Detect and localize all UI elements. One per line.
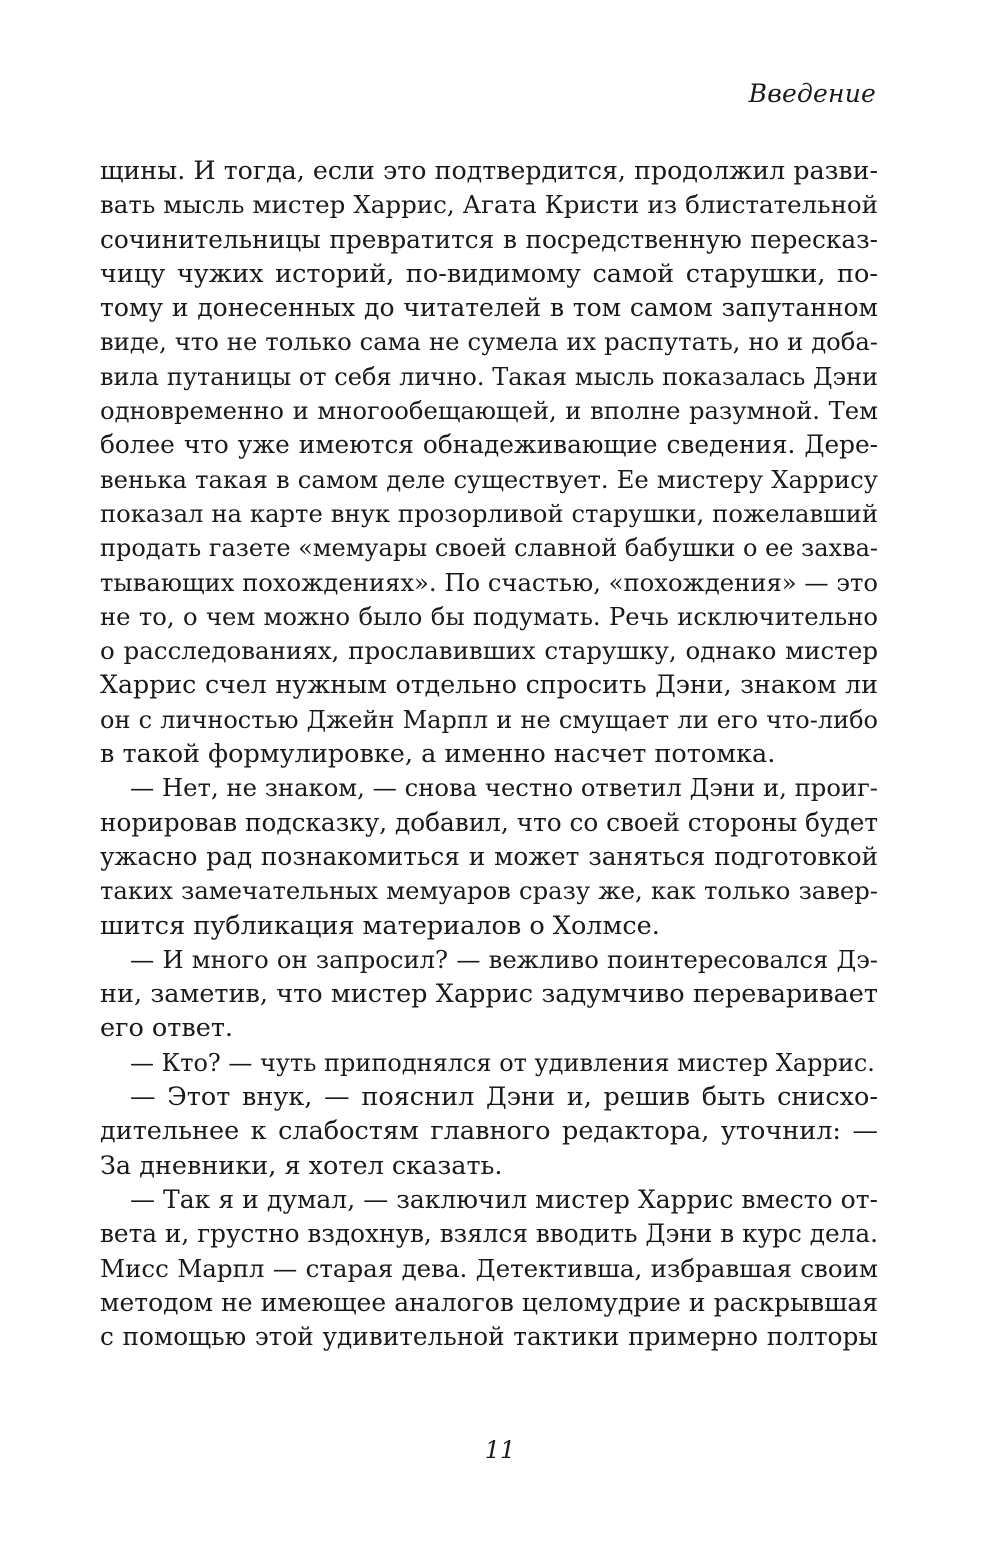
page-number: 11 bbox=[484, 1436, 516, 1464]
text-line: норировав подсказку, добавил, что со своей стороны будет bbox=[100, 807, 878, 837]
text-line: — Этот внук, — пояснил Дэни и, решив быть снисхо- bbox=[130, 1082, 878, 1113]
text-line: более что уже имеются обнадеживающие сведения. Дере- bbox=[100, 430, 878, 460]
text-line: вета и, грустно вздохнув, взялся вводить Дэни в курс дела. bbox=[100, 1219, 878, 1249]
text-line: одновременно и многообещающей, и вполне разумной. Тем bbox=[100, 396, 878, 426]
text-line: его ответ. bbox=[100, 1013, 234, 1044]
text-line: сочинительницы превратится в посредственную пересказ- bbox=[100, 224, 878, 254]
body-text bbox=[100, 154, 878, 1354]
text-line: — Нет, не знаком, — снова честно ответил Дэни и, проиг- bbox=[130, 773, 878, 803]
text-line: вила путаницы от себя лично. Такая мысль показалась Дэни bbox=[100, 362, 878, 391]
text-line: Мисс Марпл — старая дева. Детективша, избравшая своим bbox=[100, 1253, 878, 1283]
text-line: чицу чужих историй, по-видимому самой старушки, по- bbox=[100, 258, 878, 289]
text-line: таких замечательных мемуаров сразу же, как только завер- bbox=[100, 876, 878, 906]
running-head: Введение bbox=[748, 79, 876, 108]
text-line: ни, заметив, что мистер Харрис задумчиво переваривает bbox=[100, 979, 878, 1010]
text-line: — И много он запросил? — вежливо поинтересовался Дэ- bbox=[130, 944, 878, 974]
text-line: Харрис счел нужным отдельно спросить Дэни, знаком ли bbox=[100, 670, 878, 700]
text-line: о расследованиях, прославивших старушку, однако мистер bbox=[100, 636, 878, 666]
text-line: продать газете «мемуары своей славной бабушки о ее захва- bbox=[100, 534, 878, 563]
text-line: — Так я и думал, — заключил мистер Харрис вместо от- bbox=[130, 1184, 878, 1214]
text-line: не то, о чем можно было бы подумать. Речь исключительно bbox=[100, 601, 878, 631]
text-line: показал на карте внук прозорливой старушки, пожелавший bbox=[100, 498, 878, 528]
text-line: вать мысль мистер Харрис, Агата Кристи из блистательной bbox=[100, 190, 878, 220]
text-line: в такой формулировке, а именно насчет потомка. bbox=[100, 739, 776, 770]
text-line: с помощью этой удивительной тактики примерно полторы bbox=[100, 1322, 878, 1352]
text-line: дительнее к слабостям главного редактора, уточнил: — bbox=[100, 1116, 878, 1147]
text-line: венька такая в самом деле существует. Ее мистеру Харрису bbox=[100, 464, 878, 494]
text-line: — Кто? — чуть приподнялся от удивления мистер Харрис. bbox=[130, 1048, 875, 1077]
text-line: методом не имеющее аналогов целомудрие и раскрывшая bbox=[100, 1287, 878, 1317]
text-line: тывающих похождениях». По счастью, «похождения» — это bbox=[100, 567, 878, 597]
text-line: тому и донесенных до читателей в том самом запутанном bbox=[100, 293, 878, 323]
text-line: щины. И тогда, если это подтвердится, продолжил разви- bbox=[100, 156, 878, 185]
text-line: шится публикация материалов о Холмсе. bbox=[100, 910, 660, 941]
text-line: виде, что не только сама не сумела их распутать, но и доба- bbox=[100, 327, 878, 357]
text-line: ужасно рад познакомиться и может заняться подготовкой bbox=[100, 841, 878, 871]
text-line: он с личностью Джейн Марпл и не смущает ли его что-либо bbox=[100, 705, 878, 734]
text-line: За дневники, я хотел сказать. bbox=[100, 1150, 503, 1181]
